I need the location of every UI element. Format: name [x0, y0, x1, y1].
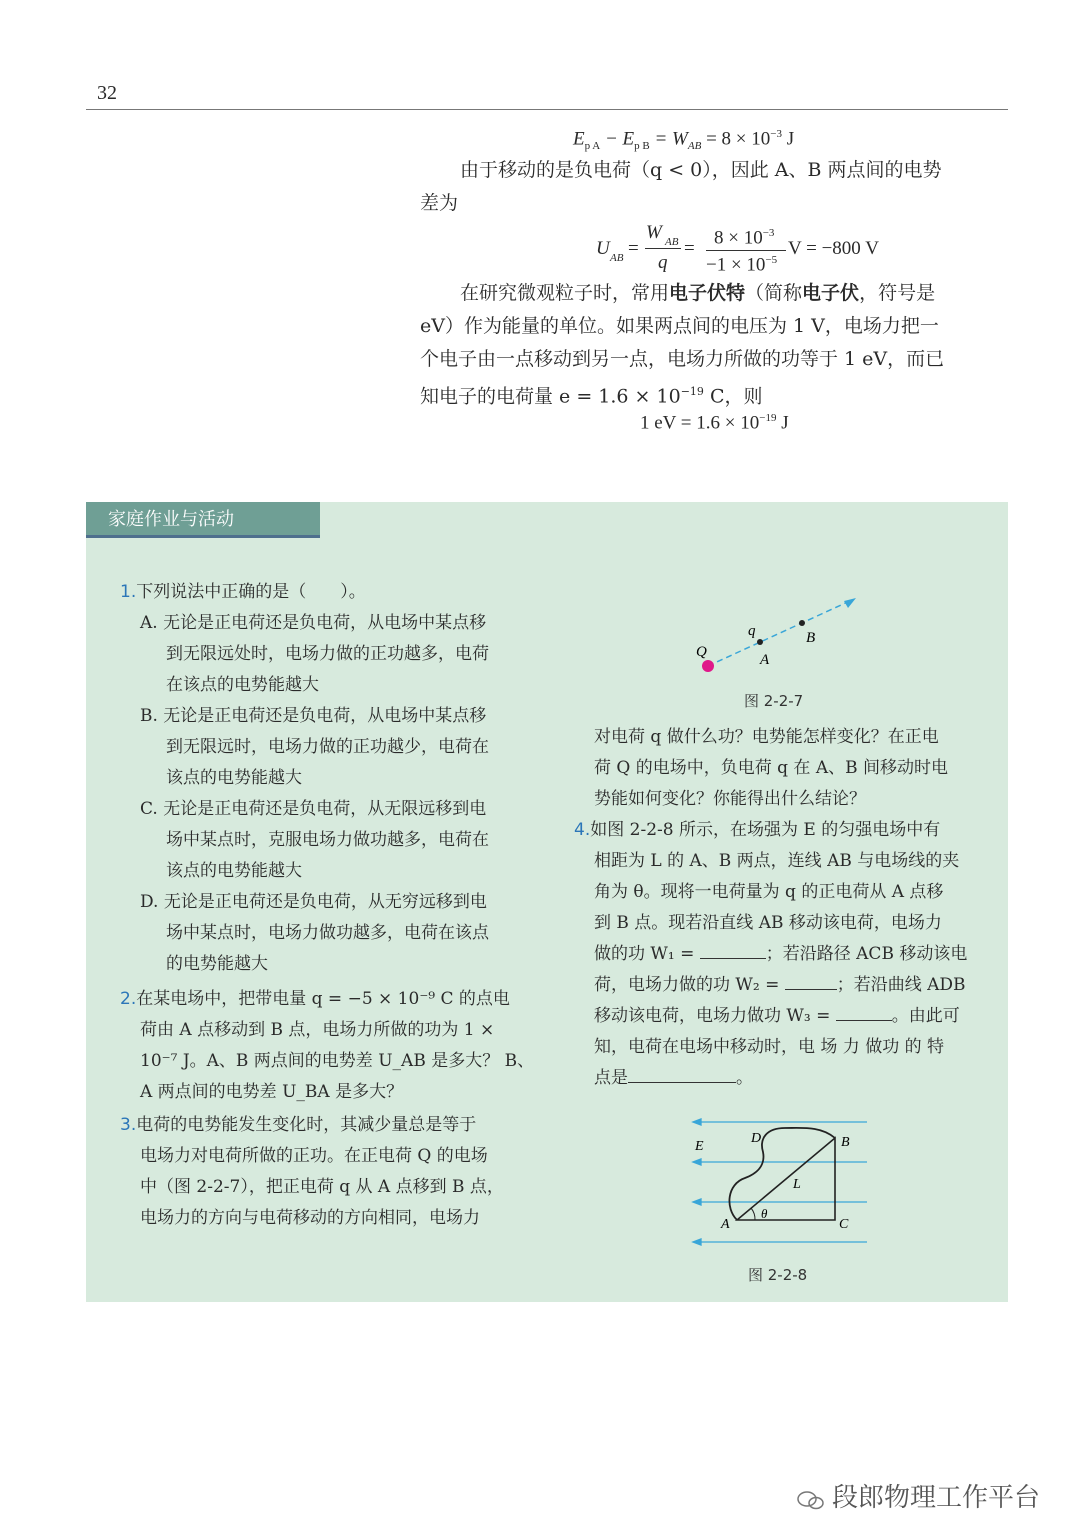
figure-2-2-8	[685, 1112, 875, 1252]
paragraph-line: 差为	[420, 192, 459, 214]
point-A	[757, 639, 763, 645]
header-divider	[86, 109, 1008, 110]
homework-title: 家庭作业与活动	[86, 502, 320, 538]
label-C: C	[839, 1217, 849, 1232]
wechat-icon	[796, 1488, 826, 1510]
question-1: 1.下列说法中正确的是（ ）。 A. 无论是正电荷还是负电荷，从电场中某点移 到无限远处时，电场力做的正功越多，电荷 在该点的电势能越大 B. 无论是正电荷还是负电荷，从电场中某点移 到无限远时，电场力做的正功越少，电荷在 该点的电势能越大 C. 无论是正电荷还是负电荷，从无限远移到电 场中某点时，克服电场力做功越多，电荷在 该点的电势能越大 D. 无论是正电荷还是负电荷，从无穷远移到电 场中某点时，电场力做功越多，电荷在该点 的电势能越大	[120, 582, 489, 974]
equation-ev: 1 eV = $1.6 \times 10^{-19}$ J	[640, 412, 789, 434]
question-2: 2.在某电场中，把带电量 q = −5 × 10⁻⁹ C 的点电 荷由 A 点移动到 B 点，电场力所做的功为 1 × 10⁻⁷ J。A、B 两点间的电势差 U_AB 是多大？ B、 A 两点间的电势差 U_BA 是多大？	[120, 989, 535, 1102]
watermark: 段郎物理工作平台	[796, 1477, 1040, 1514]
equation-energy-difference: $E_{p A} - E_{p B} = W_{AB} = 8 \times 10^{-3}$ J	[573, 128, 795, 153]
arrow-head-icon	[693, 1119, 701, 1125]
paragraph-line: 在研究微观粒子时，常用电子伏特（简称电子伏，符号是	[460, 282, 936, 304]
answer-blank-w1[interactable]	[700, 940, 766, 959]
path-ADB	[729, 1128, 835, 1220]
answer-blank-feature[interactable]	[628, 1064, 736, 1083]
paragraph-line: eV）作为能量的单位。如果两点间的电压为 1 V，电场力把一	[420, 315, 939, 337]
paragraph-line: 个电子由一点移动到另一点，电场力所做的功等于 1 eV，而已	[420, 348, 945, 370]
field-line	[708, 600, 852, 666]
arrow-head-icon	[693, 1239, 701, 1245]
charge-Q	[702, 660, 714, 672]
label-E: E	[695, 1139, 704, 1154]
page-number: 32	[97, 82, 117, 104]
label-L: L	[793, 1177, 801, 1192]
answer-blank-w2[interactable]	[785, 971, 837, 990]
angle-arc	[751, 1208, 755, 1220]
arrow-head-icon	[693, 1199, 701, 1205]
figure-caption: 图 2-2-7	[744, 692, 804, 710]
path-ACB	[737, 1138, 835, 1220]
label-theta: θ	[761, 1206, 768, 1221]
figure-caption: 图 2-2-8	[748, 1266, 808, 1284]
answer-blank-w3[interactable]	[836, 1002, 892, 1021]
point-B	[799, 620, 805, 626]
label-B: B	[841, 1135, 850, 1150]
label-A: A	[721, 1217, 730, 1232]
question-3-continued: 对电荷 q 做什么功？电势能怎样变化？在正电 荷 Q 的电场中，负电荷 q 在 A、B 间移动时电 势能如何变化？你能得出什么结论？	[594, 727, 949, 809]
label-D: D	[751, 1131, 762, 1146]
question-4: 4.如图 2-2-8 所示，在场强为 E 的匀强电场中有 相距为 L 的 A、B 两点，连线 AB 与电场线的夹 角为 θ。现将一电荷量为 q 的正电荷从 A 点移 到 B 点。现若沿直线 AB 移动该电荷，电场力 做的功 W₁ = ；若沿路径 ACB 移动该电 荷，电场力做的功 W₂ = ；若沿曲线 ADB 移动该电荷，电场力做功 W₃ = 。由此可 知，电荷在电场中移动时，电 场 力 做功 的 特 点是 。	[574, 820, 968, 1088]
question-3: 3.电荷的电势能发生变化时，其减少量总是等于 电场力对电荷所做的正功。在正电荷 Q 的电场 中（图 2-2-7），把正电荷 q 从 A 点移到 B 点， 电场力的方向与电荷移动的方向相同，电场力	[120, 1115, 504, 1228]
label-Q: Q	[696, 644, 707, 660]
label-A: A	[760, 652, 770, 668]
arrow-head-icon	[693, 1159, 701, 1165]
label-B: B	[806, 630, 816, 646]
paragraph-line: 知电子的电荷量 $e = 1.6 \times 10^{-19}$ C，则	[420, 385, 763, 408]
paragraph-line: 由于移动的是负电荷（q < 0），因此 A、B 两点间的电势	[460, 159, 942, 181]
label-q: q	[748, 623, 756, 639]
figure-2-2-7	[680, 588, 880, 683]
arrow-head-icon	[844, 598, 856, 608]
